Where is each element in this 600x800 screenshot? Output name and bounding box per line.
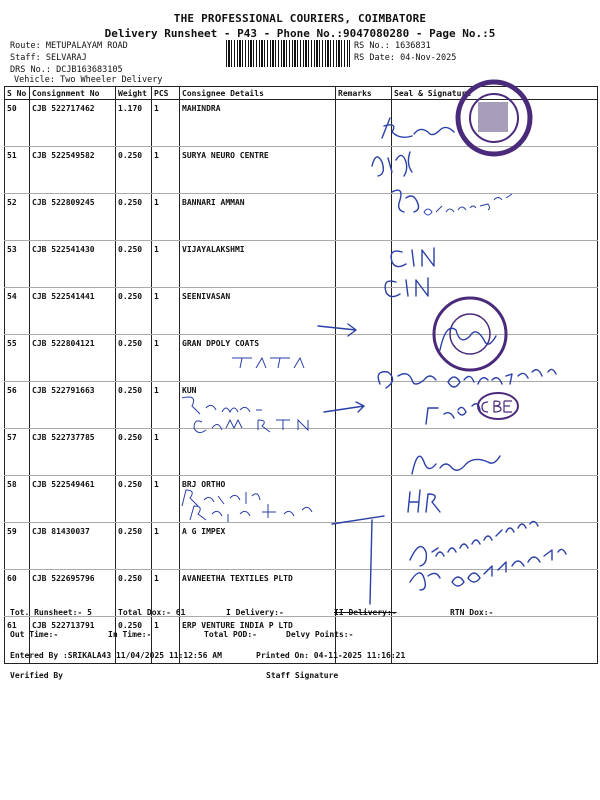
cell-remarks bbox=[336, 241, 392, 288]
table-row bbox=[5, 523, 598, 570]
table-row bbox=[5, 241, 598, 288]
cell-sno: 50 bbox=[5, 100, 30, 147]
cell-weight: 0.250 bbox=[116, 147, 152, 194]
drs-value: DCJB163683105 bbox=[56, 65, 123, 75]
rtn-dox: RTN Dox:- bbox=[450, 608, 494, 617]
cell-signature bbox=[392, 429, 598, 476]
cell-consignment: CJB 81430037 bbox=[30, 523, 116, 570]
table-row bbox=[5, 476, 598, 523]
cell-consignee: KUN bbox=[180, 382, 336, 429]
cell-remarks bbox=[336, 476, 392, 523]
entered-by: Entered By :SRIKALA43 11/04/2025 11:12:56 AM bbox=[10, 651, 222, 660]
table-row bbox=[5, 570, 598, 617]
col-consignment-no: Consignment No bbox=[30, 87, 116, 100]
cell-consignee: VIJAYALAKSHMI bbox=[180, 241, 336, 288]
cell-consignment: CJB 522549582 bbox=[30, 147, 116, 194]
cell-signature bbox=[392, 476, 598, 523]
cell-pcs: 1 bbox=[152, 100, 180, 147]
cell-pcs: 1 bbox=[152, 194, 180, 241]
cell-pcs: 1 bbox=[152, 617, 180, 664]
cell-remarks bbox=[336, 523, 392, 570]
rs-no-label: RS No.: bbox=[354, 41, 390, 51]
col-consignee-details: Consignee Details bbox=[180, 87, 336, 100]
delivery-table bbox=[4, 86, 598, 664]
printed-on: Printed On: 04-11-2025 11:16:21 bbox=[256, 651, 406, 660]
cell-consignee bbox=[180, 429, 336, 476]
route-value: METUPALAYAM ROAD bbox=[45, 41, 128, 51]
cell-sno: 52 bbox=[5, 194, 30, 241]
cell-weight: 1.170 bbox=[116, 100, 152, 147]
cell-weight: 0.250 bbox=[116, 523, 152, 570]
cell-remarks bbox=[336, 100, 392, 147]
route-line bbox=[10, 41, 128, 51]
cell-remarks bbox=[336, 147, 392, 194]
cell-consignee: SURYA NEURO CENTRE bbox=[180, 147, 336, 194]
table-row bbox=[5, 100, 598, 147]
cell-consignee: BANNARI AMMAN bbox=[180, 194, 336, 241]
cell-signature bbox=[392, 335, 598, 382]
cell-remarks bbox=[336, 382, 392, 429]
staff-value: SELVARAJ bbox=[45, 53, 87, 63]
table-row bbox=[5, 335, 598, 382]
route-label: Route: bbox=[10, 41, 41, 51]
cell-signature bbox=[392, 523, 598, 570]
cell-consignee: AVANEETHA TEXTILES PLTD bbox=[180, 570, 336, 617]
col-pcs: PCS bbox=[152, 87, 180, 100]
cell-sno: 56 bbox=[5, 382, 30, 429]
cell-remarks bbox=[336, 194, 392, 241]
cell-pcs: 1 bbox=[152, 570, 180, 617]
cell-pcs: 1 bbox=[152, 241, 180, 288]
tot-runsheet: Tot. Runsheet:- 5 bbox=[10, 608, 92, 617]
drs-line bbox=[10, 65, 123, 75]
rs-no-value: 1636831 bbox=[394, 41, 431, 51]
cell-consignment: CJB 522737785 bbox=[30, 429, 116, 476]
company-title: THE PROFESSIONAL COURIERS, COIMBATORE bbox=[173, 12, 427, 25]
cell-sno: 61 bbox=[5, 617, 30, 664]
delvy-points: Delvy Points:- bbox=[286, 630, 354, 639]
cell-consignment: CJB 522717462 bbox=[30, 100, 116, 147]
rs-date-label: RS Date: bbox=[354, 53, 395, 63]
cell-signature bbox=[392, 194, 598, 241]
cell-consignment: CJB 522804121 bbox=[30, 335, 116, 382]
rs-date-value: 04-Nov-2025 bbox=[400, 53, 457, 63]
cell-pcs: 1 bbox=[152, 523, 180, 570]
cell-pcs: 1 bbox=[152, 429, 180, 476]
cell-remarks bbox=[336, 288, 392, 335]
cell-weight: 0.250 bbox=[116, 617, 152, 664]
cell-pcs: 1 bbox=[152, 147, 180, 194]
cell-signature bbox=[392, 147, 598, 194]
cell-consignee: SEENIVASAN bbox=[180, 288, 336, 335]
cell-pcs: 1 bbox=[152, 382, 180, 429]
cell-sno: 51 bbox=[5, 147, 30, 194]
rs-date-line bbox=[354, 53, 456, 63]
table-row bbox=[5, 382, 598, 429]
cell-sno: 57 bbox=[5, 429, 30, 476]
cell-pcs: 1 bbox=[152, 288, 180, 335]
cell-sno: 53 bbox=[5, 241, 30, 288]
table-row bbox=[5, 194, 598, 241]
col-sno: S No bbox=[5, 87, 30, 100]
cell-consignee: BRJ ORTHO bbox=[180, 476, 336, 523]
table-header-row bbox=[5, 87, 598, 100]
vehicle-value: Two Wheeler Delivery bbox=[60, 75, 163, 85]
table-row bbox=[5, 147, 598, 194]
cell-signature bbox=[392, 617, 598, 664]
ii-delivery: II Delivery:- bbox=[334, 608, 397, 617]
drs-label: DRS No.: bbox=[10, 65, 51, 75]
total-pod: Total POD:- bbox=[204, 630, 257, 639]
cell-sno: 60 bbox=[5, 570, 30, 617]
col-seal-signature: Seal & Signature bbox=[392, 87, 598, 100]
cell-sno: 59 bbox=[5, 523, 30, 570]
cell-consignee: ERP VENTURE INDIA P LTD bbox=[180, 617, 336, 664]
cell-weight: 0.250 bbox=[116, 382, 152, 429]
cell-pcs: 1 bbox=[152, 335, 180, 382]
cell-weight: 0.250 bbox=[116, 241, 152, 288]
cell-weight: 0.250 bbox=[116, 570, 152, 617]
cell-sno: 55 bbox=[5, 335, 30, 382]
cell-consignment: CJB 522809245 bbox=[30, 194, 116, 241]
cell-pcs: 1 bbox=[152, 476, 180, 523]
cell-consignment: CJB 522549461 bbox=[30, 476, 116, 523]
cell-signature bbox=[392, 382, 598, 429]
table-row bbox=[5, 288, 598, 335]
cell-weight: 0.250 bbox=[116, 476, 152, 523]
in-time: In Time:- bbox=[108, 630, 152, 639]
table-row bbox=[5, 429, 598, 476]
cell-weight: 0.250 bbox=[116, 194, 152, 241]
cell-remarks bbox=[336, 335, 392, 382]
runsheet-subtitle: Delivery Runsheet - P43 - Phone No.:9047080280 - Page No.:5 bbox=[104, 27, 496, 40]
staff-label: Staff: bbox=[10, 53, 41, 63]
barcode bbox=[226, 40, 350, 67]
cell-signature bbox=[392, 100, 598, 147]
cell-signature bbox=[392, 570, 598, 617]
out-time: Out Time:- bbox=[10, 630, 59, 639]
total-dox: Total Dox:- 61 bbox=[118, 608, 186, 617]
cell-consignment: CJB 522791663 bbox=[30, 382, 116, 429]
cell-consignment: CJB 522695796 bbox=[30, 570, 116, 617]
cell-sno: 58 bbox=[5, 476, 30, 523]
cell-consignment: CJB 522541441 bbox=[30, 288, 116, 335]
cell-signature bbox=[392, 288, 598, 335]
staff-signature: Staff Signature bbox=[266, 671, 339, 680]
cell-consignee: MAHINDRA bbox=[180, 100, 336, 147]
rs-no-line bbox=[354, 41, 431, 51]
cell-signature bbox=[392, 241, 598, 288]
cell-consignment: CJB 522713791 bbox=[30, 617, 116, 664]
verified-by: Verified By bbox=[10, 671, 63, 680]
cell-consignee: GRAN DPOLY COATS bbox=[180, 335, 336, 382]
cell-sno: 54 bbox=[5, 288, 30, 335]
staff-line bbox=[10, 53, 87, 63]
vehicle-label: Vehicle: bbox=[14, 75, 55, 85]
i-delivery: I Delivery:- bbox=[226, 608, 284, 617]
cell-consignment: CJB 522541430 bbox=[30, 241, 116, 288]
cell-weight: 0.250 bbox=[116, 335, 152, 382]
col-remarks: Remarks bbox=[336, 87, 392, 100]
cell-consignee: A G IMPEX bbox=[180, 523, 336, 570]
cell-weight: 0.250 bbox=[116, 288, 152, 335]
cell-remarks bbox=[336, 429, 392, 476]
cell-weight: 0.250 bbox=[116, 429, 152, 476]
vehicle-line bbox=[14, 75, 162, 85]
col-weight: Weight bbox=[116, 87, 152, 100]
